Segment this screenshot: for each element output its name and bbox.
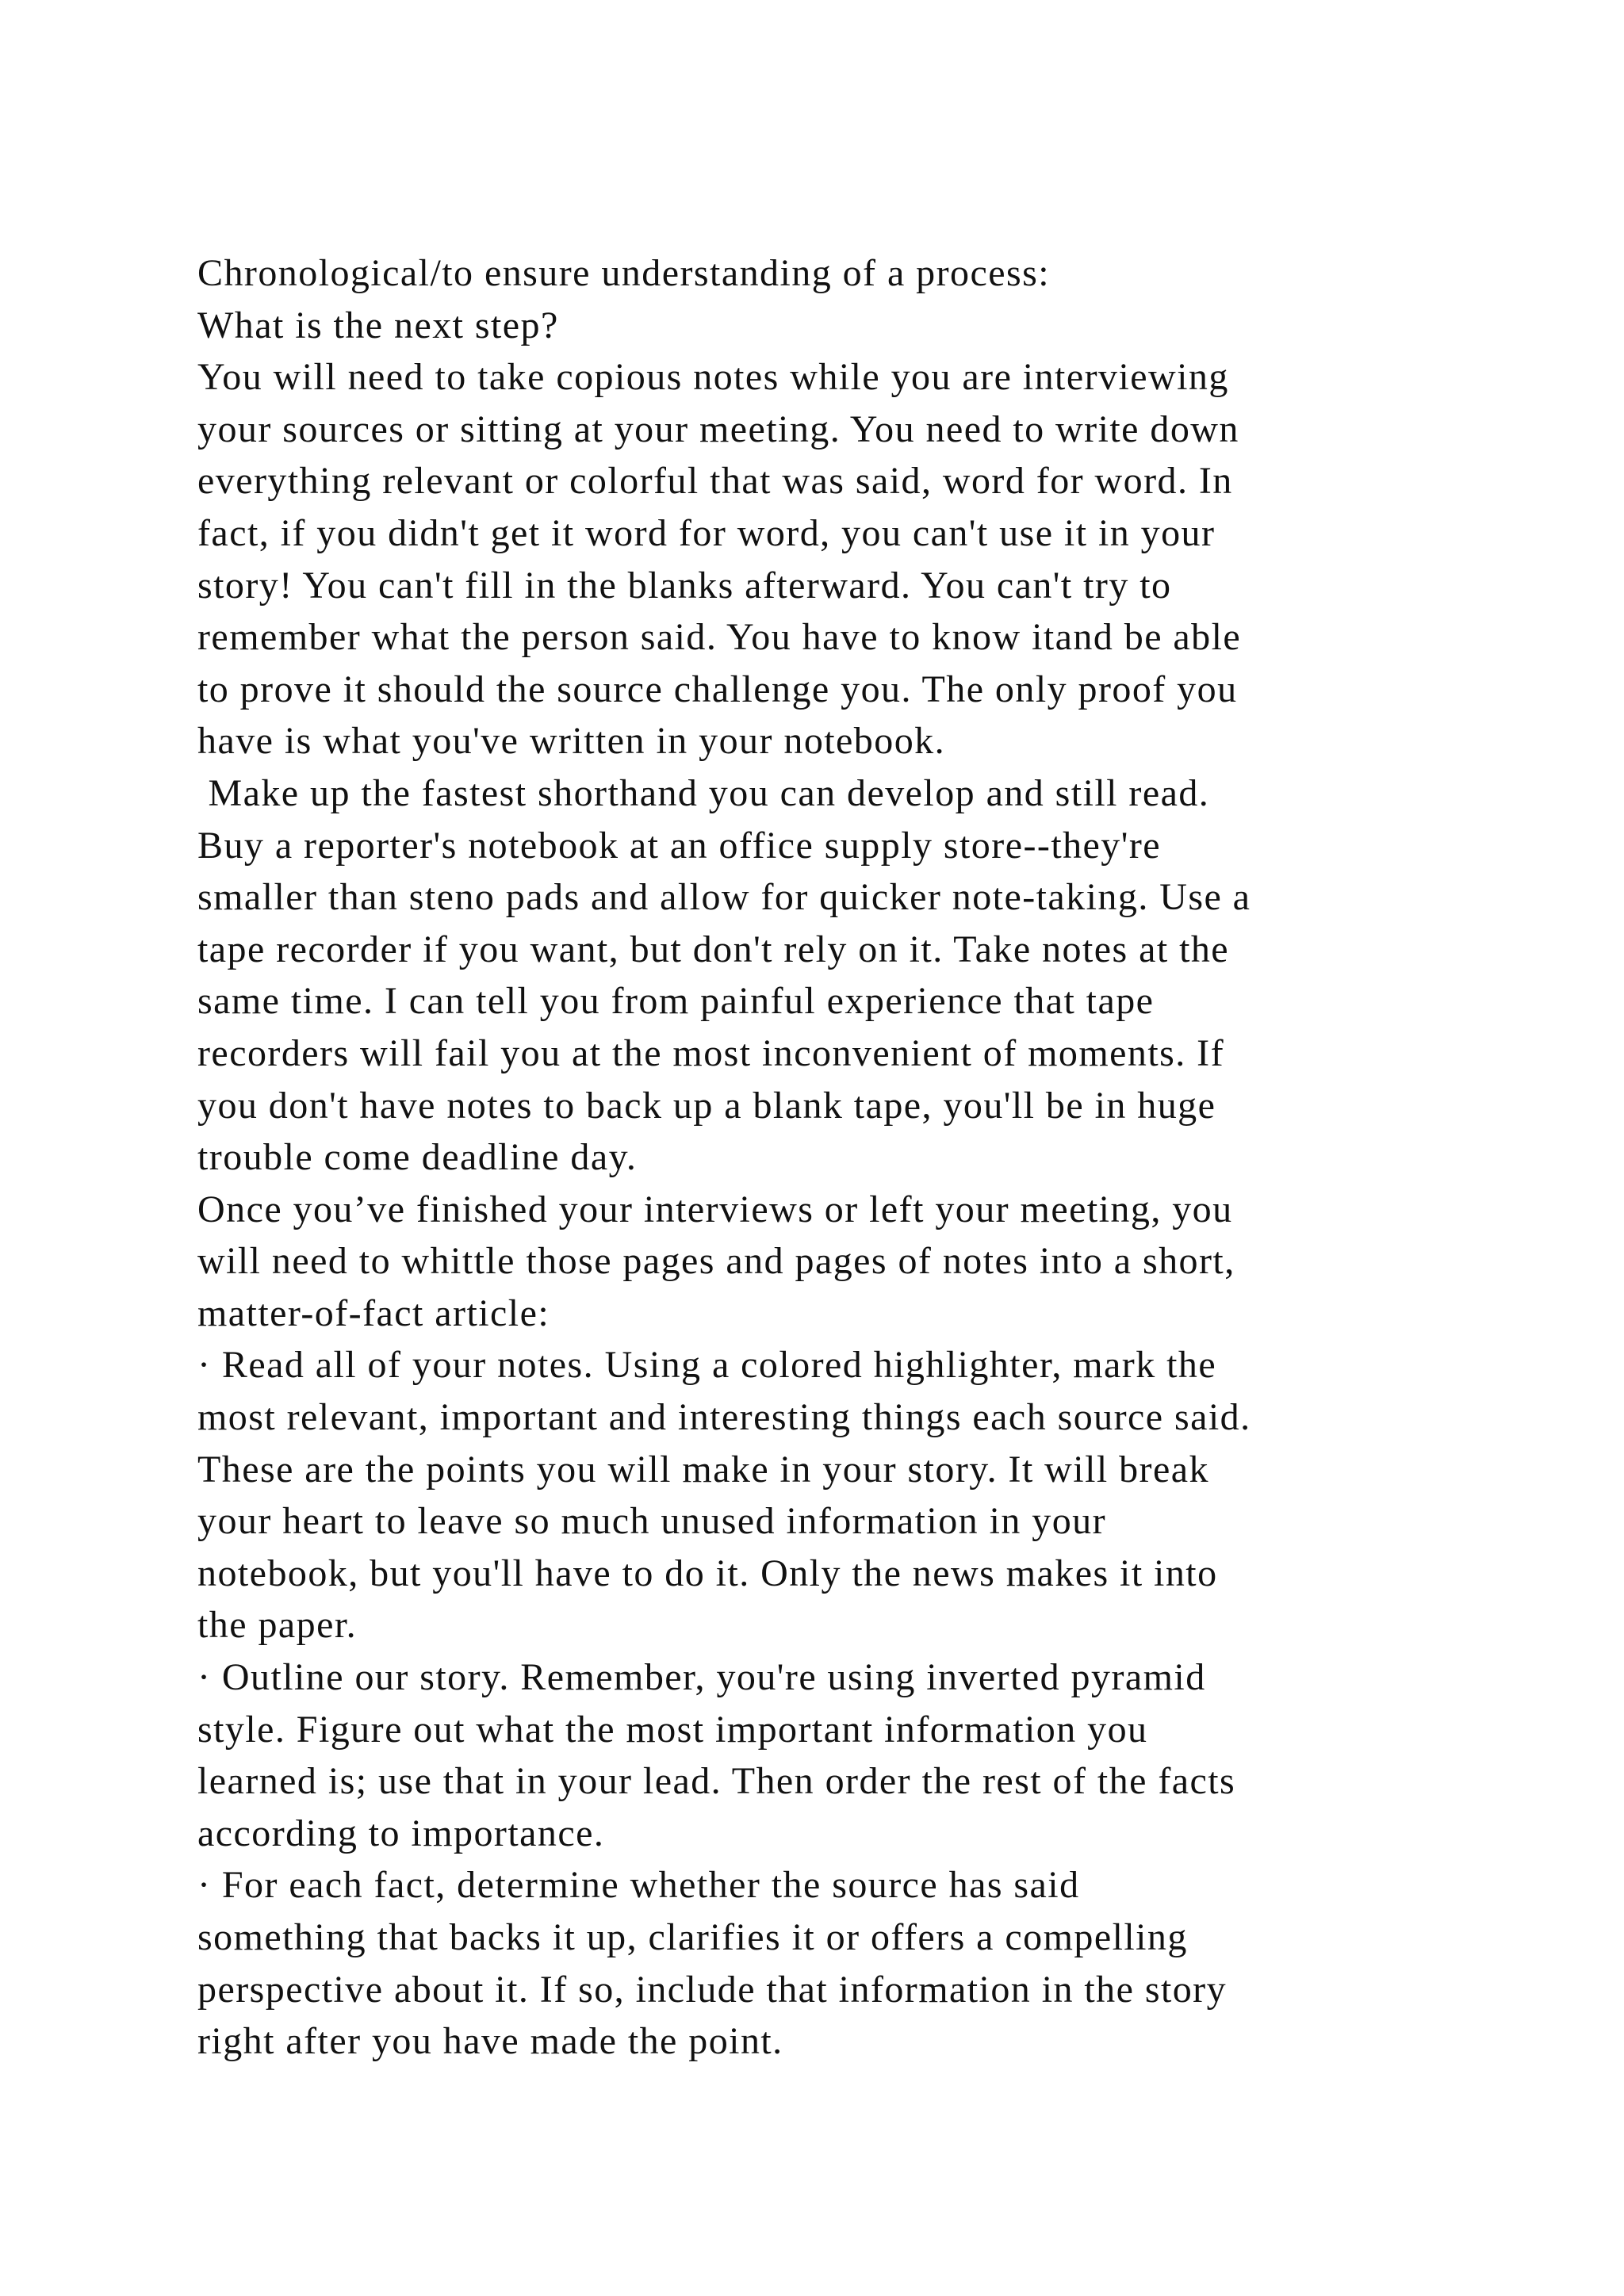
text-line: everything relevant or colorful that was said, word for word. In <box>197 460 1233 503</box>
text-line: your sources or sitting at your meeting. You need to write down <box>197 408 1239 450</box>
bullet-line: · Read all of your notes. Using a colored highlighter, mark the <box>197 1344 1217 1387</box>
text-line: Make up the fastest shorthand you can develop and still read. <box>197 771 1210 814</box>
text-line: will need to whittle those pages and pages of notes into a short, <box>197 1240 1235 1283</box>
text-line: recorders will fail you at the most inconvenient of moments. If <box>197 1031 1225 1074</box>
text-line: Buy a reporter's notebook at an office supply store--they're <box>197 824 1162 867</box>
text-line: same time. I can tell you from painful experience that tape <box>197 980 1155 1023</box>
text-line: What is the next step? <box>197 304 559 346</box>
text-line: something that backs it up, clarifies it or offers a compelling <box>197 1916 1188 1958</box>
text-line: remember what the person said. You have to know itand be able <box>197 616 1242 659</box>
text-line: learned is; use that in your lead. Then order the rest of the facts <box>197 1760 1236 1803</box>
text-line: matter-of-fact article: <box>197 1292 550 1334</box>
text-line: right after you have made the point. <box>197 2020 783 2063</box>
text-line: your heart to leave so much unused information in your <box>197 1500 1107 1543</box>
text-line: These are the points you will make in your story. It will break <box>197 1448 1209 1490</box>
text-line: tape recorder if you want, but don't rely on it. Take notes at the <box>197 928 1230 970</box>
heading-line: Chronological/to ensure understanding of a process: <box>197 252 1051 294</box>
text-line: smaller than steno pads and allow for quicker note-taking. Use a <box>197 876 1251 919</box>
text-line: fact, if you didn't get it word for word, you can't use it in your <box>197 511 1216 554</box>
text-line: story! You can't fill in the blanks afterward. You can't try to <box>197 564 1172 607</box>
text-line: perspective about it. If so, include that information in the story <box>197 1968 1228 2011</box>
text-line: trouble come deadline day. <box>197 1136 638 1179</box>
text-line: most relevant, important and interesting things each source said. <box>197 1396 1251 1439</box>
text-line: to prove it should the source challenge you. The only proof you <box>197 668 1238 710</box>
text-line: according to importance. <box>197 1812 605 1854</box>
text-line: the paper. <box>197 1604 358 1647</box>
text-line: You will need to take copious notes while you are interviewing <box>197 356 1229 399</box>
bullet-line: · Outline our story. Remember, you're using inverted pyramid <box>197 1656 1206 1699</box>
text-line: you don't have notes to back up a blank tape, you'll be in huge <box>197 1084 1216 1127</box>
document-body <box>197 247 1506 2068</box>
text-line: notebook, but you'll have to do it. Only the news makes it into <box>197 1552 1218 1594</box>
text-line: style. Figure out what the most important information you <box>197 1708 1148 1751</box>
bullet-line: · For each fact, determine whether the source has said <box>197 1864 1080 1907</box>
text-line: have is what you've written in your notebook. <box>197 720 946 763</box>
text-line: Once you’ve finished your interviews or left your meeting, you <box>197 1188 1233 1230</box>
